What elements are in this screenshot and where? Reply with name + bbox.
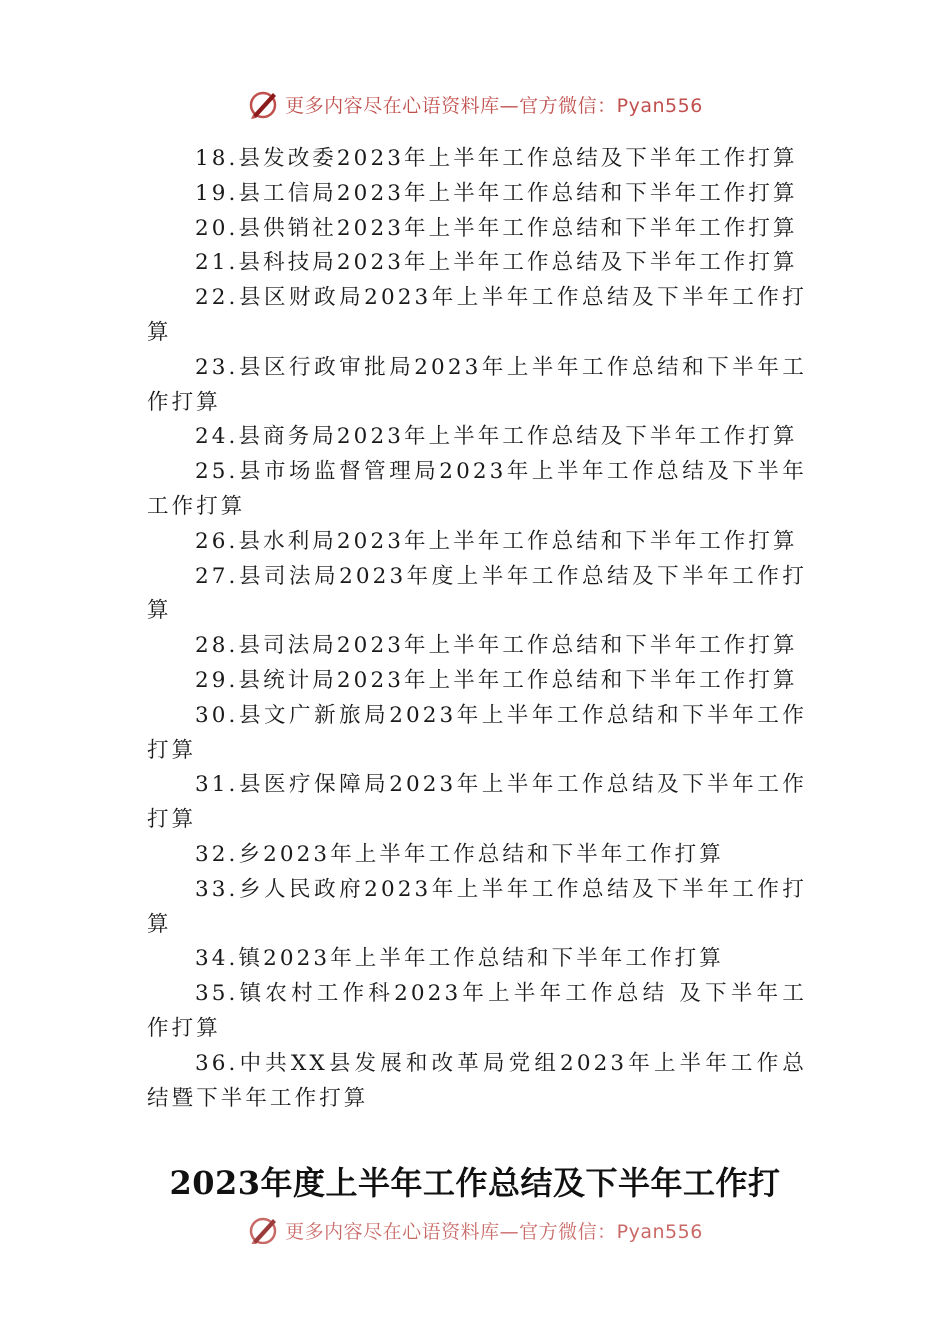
list-item: 23.县区行政审批局2023年上半年工作总结和下半年工作打算: [147, 354, 807, 415]
list-item: 19.县工信局2023年上半年工作总结和下半年工作打算: [195, 180, 798, 206]
footer-watermark: [0, 1204, 950, 1244]
header-watermark: [0, 84, 950, 124]
list-item: 32.乡2023年上半年工作总结和下半年工作打算: [195, 841, 724, 867]
list-item: 21.县科技局2023年上半年工作总结及下半年工作打算: [195, 250, 798, 276]
list-item: 27.县司法局2023年度上半年工作总结及下半年工作打算: [147, 563, 807, 624]
list-item: 36.中共XX县发展和改革局党组2023年上半年工作总结暨下半年工作打算: [147, 1050, 807, 1111]
list-item: 28.县司法局2023年上半年工作总结和下半年工作打算: [195, 633, 798, 659]
list-item: 20.县供销社2023年上半年工作总结和下半年工作打算: [195, 215, 798, 241]
list-item: 25.县市场监督管理局2023年上半年工作总结及下半年工作打算: [147, 459, 807, 519]
document-list: [147, 142, 807, 1116]
watermark-text: 更多内容尽在心语资料库—官方微信：Pyan556: [285, 1220, 703, 1243]
list-item: 22.县区财政局2023年上半年工作总结及下半年工作打算: [147, 285, 807, 345]
list-item: 34.镇2023年上半年工作总结和下半年工作打算: [195, 946, 724, 972]
list-item: 18.县发改委2023年上半年工作总结及下半年工作打算: [195, 146, 798, 171]
section-title: 2023年度上半年工作总结及下半年工作打: [169, 1164, 781, 1202]
list-item: 35.镇农村工作科2023年上半年工作总结 及下半年工作打算: [147, 981, 807, 1041]
list-item: 33.乡人民政府2023年上半年工作总结及下半年工作打算: [147, 876, 807, 937]
list-item: 24.县商务局2023年上半年工作总结及下半年工作打算: [195, 424, 798, 450]
list-item: 31.县医疗保障局2023年上半年工作总结及下半年工作打算: [147, 772, 807, 833]
list-item: 30.县文广新旅局2023年上半年工作总结和下半年工作打算: [147, 702, 807, 763]
watermark-text: 更多内容尽在心语资料库—官方微信：Pyan556: [285, 94, 703, 117]
list-item: 29.县统计局2023年上半年工作总结和下半年工作打算: [195, 667, 798, 693]
pen-logo-icon: [247, 1213, 281, 1244]
list-item: 26.县水利局2023年上半年工作总结和下半年工作打算: [195, 528, 798, 554]
pen-logo-icon: [247, 87, 281, 121]
